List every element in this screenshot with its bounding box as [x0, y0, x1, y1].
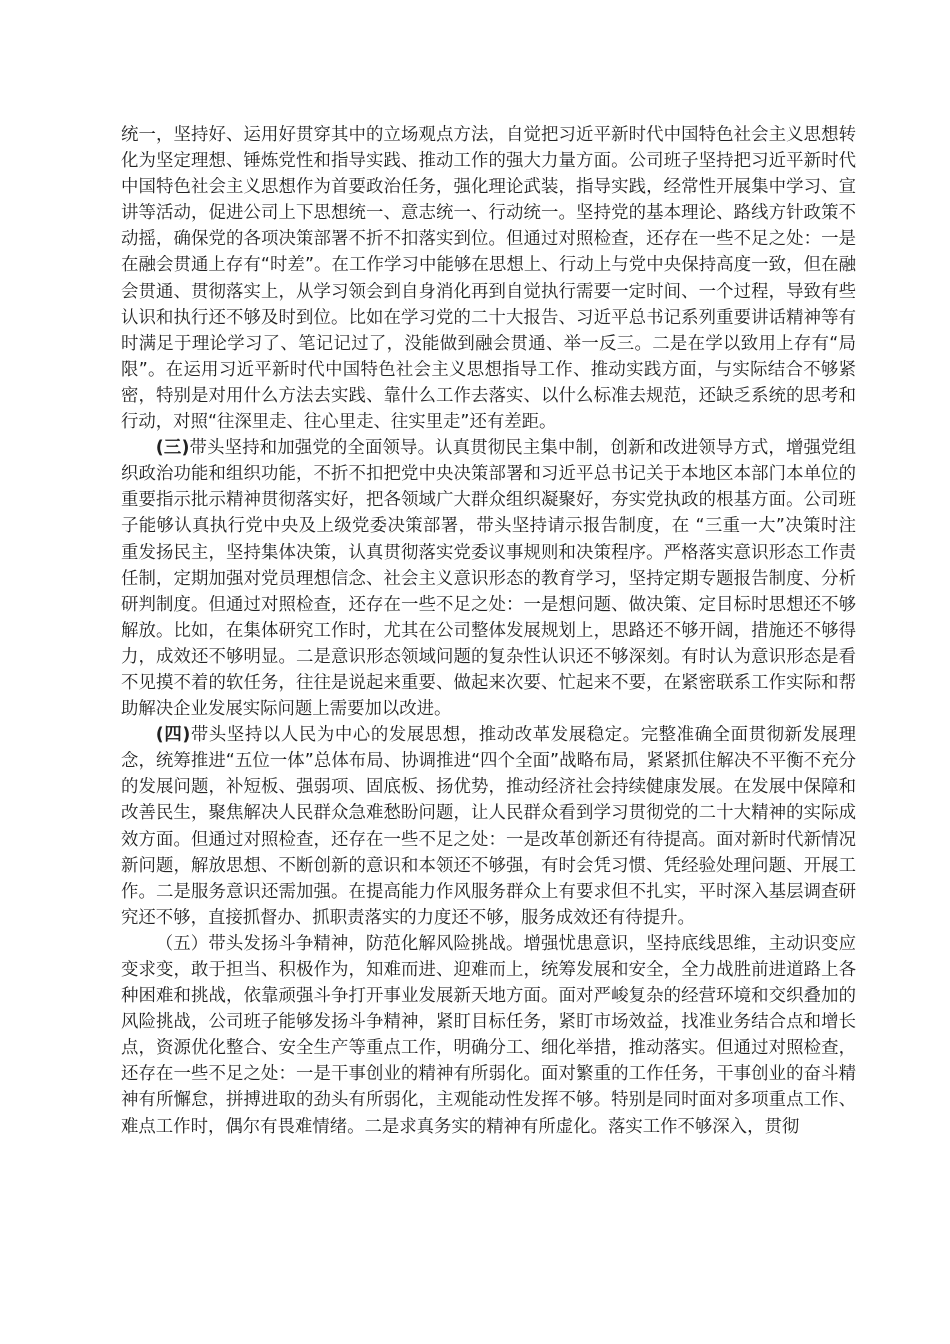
paragraph-section-4 — [121, 722, 856, 931]
paragraph-section-3 — [121, 435, 856, 722]
paragraph-text: 统一，坚持好、运用好贯穿其中的立场观点方法，自觉把习近平新时代中国特色社会主义思想转化为坚定理想、锤炼党性和指导实践、推动工作的强大力量方面。公司班子坚持把习近平新时代中国特色社会主义思想作为首要政治任务，强化理论武装，指导实践，经常性开展集中学习、宣讲等活动，促进公司上下思想统一、意志统一、行动统一。坚持党的基本理论、路线方针政策不动摇，确保党的各项决策部署不折不扣落实到位。但通过对照检查，还存在一些不足之处：一是在融会贯通上存有“时差”。在工作学习中能够在思想上、行动上与党中央保持高度一致，但在融会贯通、贯彻落实上，从学习领会到自身消化再到自觉执行需要一定时间、一个过程，导致有些认识和执行还不够及时到位。比如在学习党的二十大报告、习近平总书记系列重要讲话精神等有时满足于理论学习了、笔记记过了，没能做到融会贯通、举一反三。二是在学以致用上存有“局限”。在运用习近平新时代中国特色社会主义思想指导工作、推动实践方面，与实际结合不够紧密，特别是对用什么方法去实践、靠什么工作去落实、以什么标准去规范，还缺乏系统的思考和行动，对照“往深里走、往心里走、往实里走”还有差距。 — [121, 125, 856, 433]
paragraph-continuation — [121, 122, 856, 435]
document-page — [121, 122, 856, 1140]
paragraph-text: （五）带头发扬斗争精神，防范化解风险挑战。增强忧患意识，坚持底线思维，主动识变应变求变，敢于担当、积极作为，知难而进、迎难而上，统筹发展和安全，全力战胜前进道路上各种困难和挑战，依靠顽强斗争打开事业发展新天地方面。面对严峻复杂的经营环境和交织叠加的风险挑战，公司班子能够发扬斗争精神，紧盯目标任务，紧盯市场效益，找准业务结合点和增长点，资源优化整合、安全生产等重点工作，明确分工、细化举措，推动落实。但通过对照检查，还存在一些不足之处：一是干事创业的精神有所弱化。面对繁重的工作任务，干事创业的奋斗精神有所懈怠，拼搏进取的劲头有所弱化，主观能动性发挥不够。特别是同时面对多项重点工作、难点工作时，偶尔有畏难情绪。二是求真务实的精神有所虚化。落实工作不够深入，贯彻 — [121, 933, 856, 1137]
paragraph-text: 带头坚持以人民为中心的发展思想，推动改革发展稳定。完整准确全面贯彻新发展理念，统筹推进“五位一体”总体布局、协调推进“四个全面”战略布局，紧紧抓住解决不平衡不充分的发展问题，补短板、强弱项、固底板、扬优势，推动经济社会持续健康发展。在发展中保障和改善民生，聚焦解决人民群众急难愁盼问题，让人民群众看到学习贯彻党的二十大精神的实际成效方面。但通过对照检查，还存在一些不足之处：一是改革创新还有待提高。面对新时代新情况新问题，解放思想、不断创新的意识和本领还不够强，有时会凭习惯、凭经验处理问题、开展工作。二是服务意识还需加强。在提高能力作风服务群众上有要求但不扎实，平时深入基层调查研究还不够，直接抓督办、抓职责落实的力度还不够，服务成效还有待提升。 — [121, 725, 856, 928]
paragraph-section-5 — [121, 931, 856, 1140]
paragraph-text: 带头坚持和加强党的全面领导。认真贯彻民主集中制，创新和改进领导方式，增强党组织政治功能和组织功能，不折不扣把党中央决策部署和习近平总书记关于本地区本部门本单位的重要指示批示精神贯彻落实好，把各领域广大群众组织凝聚好，夯实党执政的根基方面。公司班子能够认真执行党中央及上级党委决策部署，带头坚持请示报告制度，在 “三重一大”决策时注重发扬民主，坚持集体决策，认真贯彻落实党委议事规则和决策程序。严格落实意识形态工作责任制，定期加强对党员理想信念、社会主义意识形态的教育学习，坚持定期专题报告制度、分析研判制度。但通过对照检查，还存在一些不足之处：一是想问题、做决策、定目标时思想还不够解放。比如，在集体研究工作时，尤其在公司整体发展规划上，思路还不够开阔，措施还不够得力，成效还不够明显。二是意识形态领域问题的复杂性认识还不够深刻。有时认为意识形态是看不见摸不着的软任务，往往是说起来重要、做起来次要、忙起来不要，在紧密联系工作实际和帮助解决企业发展实际问题上需要加以改进。 — [121, 438, 856, 720]
section-number: (三) — [155, 438, 190, 459]
section-number: (四) — [155, 725, 191, 746]
